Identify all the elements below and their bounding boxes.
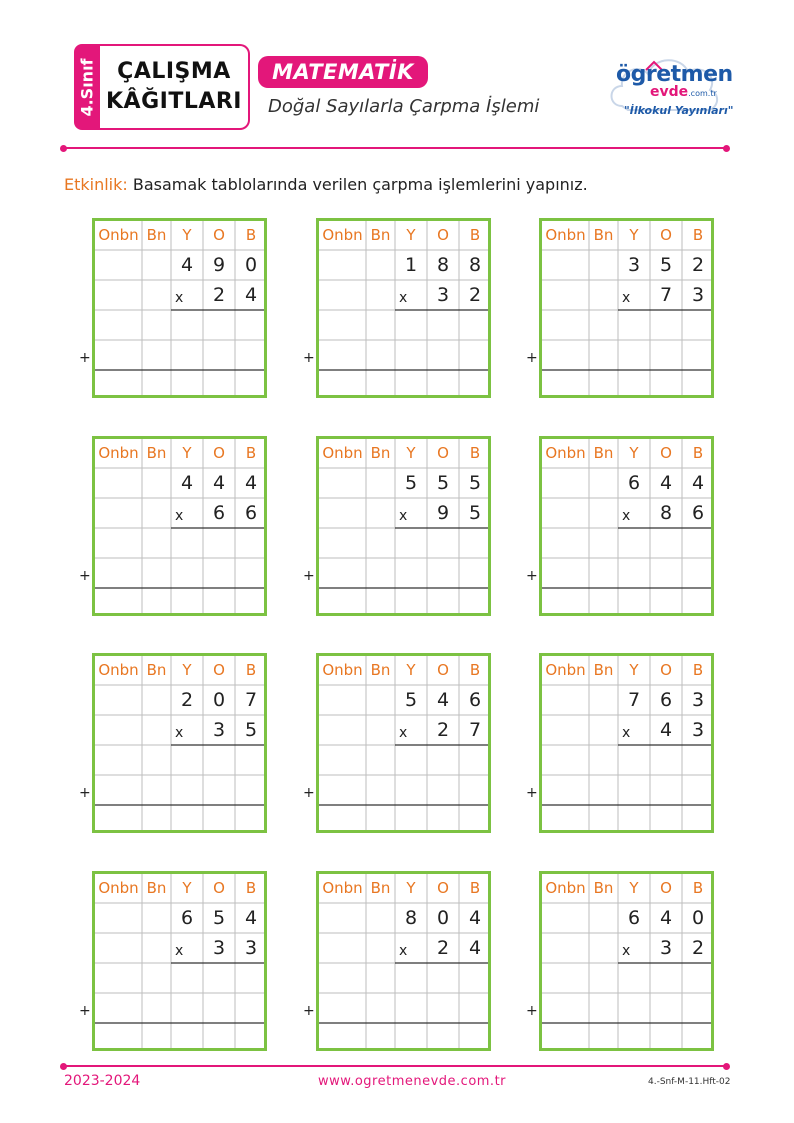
column-header: B [692,226,704,244]
header-rule [64,147,726,149]
multiplicand-digit: 6 [627,907,641,929]
multiplicand-digit: 2 [691,254,705,276]
column-header: B [469,226,481,244]
column-header: O [213,661,225,679]
column-header: B [692,661,704,679]
multiplicand-digit: 3 [691,689,705,711]
column-header: O [213,879,225,897]
column-header: Onbn [545,226,586,244]
place-value-table [92,653,267,833]
column-header: O [213,444,225,462]
multiplicand-digit: 0 [212,689,226,711]
column-header: Y [629,226,639,244]
worksheet-title [100,44,250,130]
column-header: Bn [593,661,614,679]
multiplier-digit: 8 [659,502,673,524]
column-header: O [437,226,449,244]
plus-sign: + [79,568,91,584]
column-header: B [245,879,257,897]
plus-sign: + [79,785,91,801]
column-header: O [437,879,449,897]
logo-brand: ögretmen [616,62,733,87]
multiplicand-digit: 5 [468,472,482,494]
column-header: Y [182,661,192,679]
plus-sign: + [303,785,315,801]
column-header: B [245,226,257,244]
place-value-table [92,871,267,1051]
column-header: Bn [593,226,614,244]
column-header: Bn [146,444,167,462]
column-header: O [437,661,449,679]
multiplicand-digit: 4 [659,907,673,929]
rule-dot-right [723,145,730,152]
multiply-sign: x [399,508,408,524]
footer-dot-right [723,1063,730,1070]
column-header: O [660,444,672,462]
title-line1: ÇALIŞMA [117,59,231,84]
column-header: Y [629,444,639,462]
multiplicand-digit: 4 [659,472,673,494]
multiplier-digit: 2 [468,284,482,306]
multiplicand-digit: 6 [659,689,673,711]
column-header: Bn [146,661,167,679]
multiplicand-digit: 6 [627,472,641,494]
column-header: Onbn [322,444,363,462]
column-header: Onbn [322,879,363,897]
multiplicand-digit: 6 [468,689,482,711]
plus-sign: + [79,350,91,366]
multiplier-digit: 3 [659,937,673,959]
multiplier-digit: 2 [212,284,226,306]
multiply-sign: x [622,290,631,306]
multiply-sign: x [399,290,408,306]
multiplier-digit: 6 [691,502,705,524]
column-header: Y [182,226,192,244]
column-header: Bn [370,444,391,462]
place-value-table [539,436,714,616]
logo-tagline: "İlkokul Yayınları" [624,104,734,117]
logo-brand2: evde.com.tr [650,84,717,100]
multiplicand-digit: 0 [244,254,258,276]
column-header: Onbn [98,661,139,679]
multiplier-digit: 5 [244,719,258,741]
multiplicand-digit: 5 [404,472,418,494]
place-value-table [316,653,491,833]
column-header: O [660,879,672,897]
multiplier-digit: 2 [436,937,450,959]
plus-sign: + [526,1003,538,1019]
column-header: B [469,661,481,679]
multiplier-digit: 6 [244,502,258,524]
multiplicand-digit: 6 [180,907,194,929]
multiplier-digit: 3 [212,937,226,959]
multiplier-digit: 4 [468,937,482,959]
multiplicand-digit: 0 [691,907,705,929]
multiply-sign: x [175,290,184,306]
column-header: Bn [593,879,614,897]
column-header: Bn [593,444,614,462]
column-header: O [660,226,672,244]
subject-badge: MATEMATİK [258,56,428,88]
plus-sign: + [79,1003,91,1019]
column-header: Y [182,444,192,462]
column-header: Y [629,661,639,679]
multiplicand-digit: 4 [180,254,194,276]
instruction [64,175,588,194]
multiplier-digit: 3 [244,937,258,959]
multiplier-digit: 7 [659,284,673,306]
multiplicand-digit: 7 [244,689,258,711]
multiplier-digit: 5 [468,502,482,524]
multiplier-digit: 3 [691,284,705,306]
column-header: Onbn [322,661,363,679]
multiplicand-digit: 9 [212,254,226,276]
multiplier-digit: 3 [212,719,226,741]
footer-year: 2023-2024 [64,1073,141,1089]
footer-rule [64,1065,726,1067]
multiplicand-digit: 4 [180,472,194,494]
multiplicand-digit: 8 [404,907,418,929]
multiplier-digit: 7 [468,719,482,741]
plus-sign: + [526,350,538,366]
place-value-table [92,436,267,616]
column-header: B [692,444,704,462]
instruction-label: Etkinlik: [64,175,128,194]
multiplicand-digit: 5 [212,907,226,929]
multiplicand-digit: 4 [468,907,482,929]
multiply-sign: x [622,508,631,524]
multiplicand-digit: 4 [212,472,226,494]
column-header: Bn [370,879,391,897]
column-header: B [469,879,481,897]
multiplicand-digit: 5 [436,472,450,494]
multiplier-digit: 2 [436,719,450,741]
plus-sign: + [526,568,538,584]
plus-sign: + [303,568,315,584]
column-header: B [692,879,704,897]
multiply-sign: x [622,725,631,741]
column-header: Y [406,226,416,244]
multiplicand-digit: 2 [180,689,194,711]
column-header: Onbn [545,444,586,462]
multiply-sign: x [399,943,408,959]
column-header: Y [406,444,416,462]
column-header: Onbn [98,226,139,244]
title-line2: KÂĞITLARI [106,89,242,114]
column-header: B [245,444,257,462]
place-value-table [539,218,714,398]
multiplier-digit: 3 [436,284,450,306]
multiplicand-digit: 8 [436,254,450,276]
multiplicand-digit: 4 [244,907,258,929]
column-header: Onbn [545,879,586,897]
place-value-table [316,436,491,616]
column-header: O [437,444,449,462]
column-header: Onbn [98,879,139,897]
topic-title: Doğal Sayılarla Çarpma İşlemi [268,96,540,117]
column-header: B [469,444,481,462]
multiplier-digit: 6 [212,502,226,524]
column-header: O [660,661,672,679]
plus-sign: + [303,1003,315,1019]
multiplicand-digit: 4 [691,472,705,494]
column-header: Y [406,879,416,897]
multiplicand-digit: 5 [404,689,418,711]
multiplicand-digit: 4 [244,472,258,494]
plus-sign: + [526,785,538,801]
multiplier-digit: 3 [691,719,705,741]
column-header: O [213,226,225,244]
column-header: Y [629,879,639,897]
column-header: Bn [146,879,167,897]
multiplier-digit: 4 [659,719,673,741]
place-value-table [316,871,491,1051]
column-header: Onbn [98,444,139,462]
multiplier-digit: 2 [691,937,705,959]
column-header: Onbn [545,661,586,679]
multiplicand-digit: 3 [627,254,641,276]
multiplier-digit: 4 [244,284,258,306]
multiplicand-digit: 4 [436,689,450,711]
plus-sign: + [303,350,315,366]
multiplicand-digit: 7 [627,689,641,711]
multiplicand-digit: 1 [404,254,418,276]
multiplier-digit: 9 [436,502,450,524]
multiply-sign: x [175,943,184,959]
grade-label: 4.Sınıf [77,57,97,117]
place-value-table [92,218,267,398]
multiplicand-digit: 8 [468,254,482,276]
footer-website[interactable]: www.ogretmenevde.com.tr [318,1074,507,1089]
multiplicand-digit: 5 [659,254,673,276]
column-header: Y [406,661,416,679]
column-header: Onbn [322,226,363,244]
column-header: Bn [146,226,167,244]
column-header: Bn [370,661,391,679]
instruction-text: Basamak tablolarında verilen çarpma işlemlerini yapınız. [127,175,588,194]
multiply-sign: x [175,725,184,741]
column-header: Y [182,879,192,897]
multiply-sign: x [399,725,408,741]
column-header: Bn [370,226,391,244]
column-header: B [245,661,257,679]
multiply-sign: x [622,943,631,959]
place-value-table [539,871,714,1051]
place-value-table [539,653,714,833]
footer-code: 4.-Snf-M-11.Hft-02 [648,1077,731,1087]
multiplicand-digit: 0 [436,907,450,929]
multiply-sign: x [175,508,184,524]
place-value-table [316,218,491,398]
